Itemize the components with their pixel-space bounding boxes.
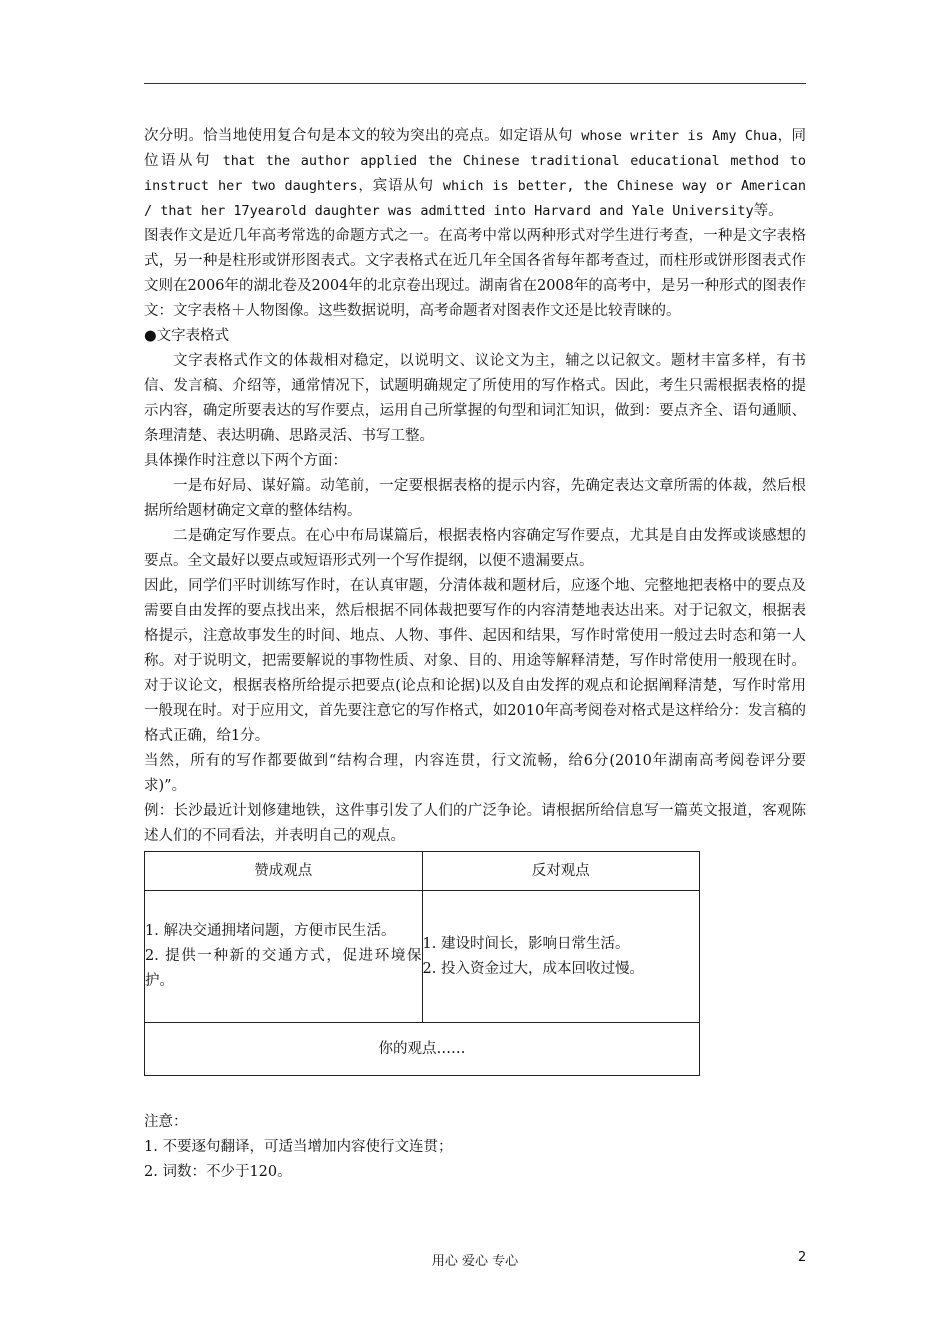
example-prompt: 例：长沙最近计划修建地铁，这件事引发了人们的广泛争论。请根据所给信息写一篇英文报道，客观陈述人们的不同看法，并表明自己的观点。 (144, 803, 806, 844)
intro-text-c: 同位语从句 (144, 128, 806, 169)
intro-paragraph-1 (144, 124, 806, 224)
section-paragraph-4: 二是确定写作要点。在心中布局谋篇后，根据表格内容确定写作要点，尤其是自由发挥或谈感想的要点。全文最好以要点或短语形式列一个写作提纲，以便不遗漏要点。 (144, 528, 806, 569)
section-paragraph-1: 文字表格式作文的体裁相对稳定，以说明文、议论文为主，辅之以记叙文。题材丰富多样，有书信、发言稿、介绍等，通常情况下，试题明确规定了所使用的写作格式。因此，考生只需根据表格的提示内容，确定所要表达的写作要点，运用自己所掌握的句型和词汇知识，做到：要点齐全、语句通顺、条理清楚、表达明确、思路灵活、书写工整。 (144, 353, 806, 444)
section-heading: ●文字表格式 (144, 328, 230, 344)
notes-item-2: 2. 词数：不少于120。 (144, 1164, 292, 1180)
intro-text-g: 等。 (753, 203, 783, 219)
section-paragraph-3: 一是布好局、谋好篇。动笔前，一定要根据表格的提示内容，先确定表达文章所需的体裁，然后根据所给题材确定文章的整体结构。 (144, 478, 806, 519)
your-opinion-cell: 你的观点…… (145, 1023, 700, 1076)
intro-example-f: which is better, the Chinese way or American / that her 17yearold daughter was admitted into Harvard and Yale University (144, 178, 807, 219)
against-points-cell (422, 891, 700, 1023)
page-content (144, 124, 806, 1185)
against-point-1: 1. 建设时间长，影响日常生活。 (422, 935, 630, 952)
section-paragraph-5: 因此，同学们平时训练写作时，在认真审题，分清体裁和题材后，应逐个地、完整地把表格中的要点及需要自由发挥的要点找出来，然后根据不同体裁把要写作的内容清楚地表达出来。对于记叙文，根据表格提示，注意故事发生的时间、地点、人物、事件、起因和结果，写作时常使用一般过去时态和第一人称。对于说明文，把需要解说的事物性质、对象、目的、用途等解释清楚，写作时常使用一般现在时。对于议论文，根据表格所给提示把要点(论点和论据)以及自由发挥的观点和论据阐释清楚，写作时常用一般现在时。对于应用文，首先要注意它的写作格式，如2010年高考阅卷对格式是这样给分：发言稿的格式正确，给1分。 (144, 578, 806, 744)
notes-block (144, 1110, 806, 1185)
table-footer-row (145, 1023, 700, 1076)
intro-text-e: 宾语从句 (372, 178, 434, 194)
for-point-1: 1. 解决交通拥堵问题，方便市民生活。 (145, 923, 396, 939)
header-against: 反对观点 (422, 852, 700, 891)
against-point-2: 2. 投入资金过大，成本回收过慢。 (422, 960, 644, 977)
page-number: 2 (798, 1250, 807, 1265)
opinions-table (144, 851, 700, 1076)
footer-slogan: 用心 爱心 专心 (431, 1254, 519, 1269)
for-points-cell (145, 891, 423, 1023)
header-rule (144, 83, 806, 84)
intro-paragraph-2: 图表作文是近几年高考常选的命题方式之一。在高考中常以两种形式对学生进行考查，一种是文字表格式，另一种是柱形或饼形图表式。文字表格式在近几年全国各省每年都考查过，而柱形或饼形图表式作文则在2006年的湖北卷及2004年的北京卷出现过。湖南省在2008年的高考中，是另一种形式的图表作文：文字表格＋人物图像。这些数据说明，高考命题者对图表作文还是比较青睐的。 (144, 228, 806, 319)
notes-item-1: 1. 不要逐句翻译，可适当增加内容使行文连贯； (144, 1139, 453, 1155)
table-header-row (145, 852, 700, 891)
notes-title: 注意： (144, 1114, 188, 1130)
intro-example-a: whose writer is Amy Chua， (572, 128, 792, 144)
section-paragraph-2: 具体操作时注意以下两个方面： (144, 453, 347, 469)
intro-example-d: that the author applied the Chinese traditional educational method to instruct her two daughters， (144, 153, 806, 194)
intro-text-a: 次分明。恰当地使用复合句是本文的较为突出的亮点。如定语从句 (144, 128, 573, 144)
for-point-2: 2. 提供一种新的交通方式，促进环境保护。 (145, 948, 422, 989)
section-paragraph-6: 当然，所有的写作都要做到“结构合理，内容连贯，行文流畅，给6分(2010年湖南高考阅卷评分要求)”。 (144, 753, 806, 794)
header-for: 赞成观点 (145, 852, 423, 891)
table-body-row (145, 891, 700, 1023)
